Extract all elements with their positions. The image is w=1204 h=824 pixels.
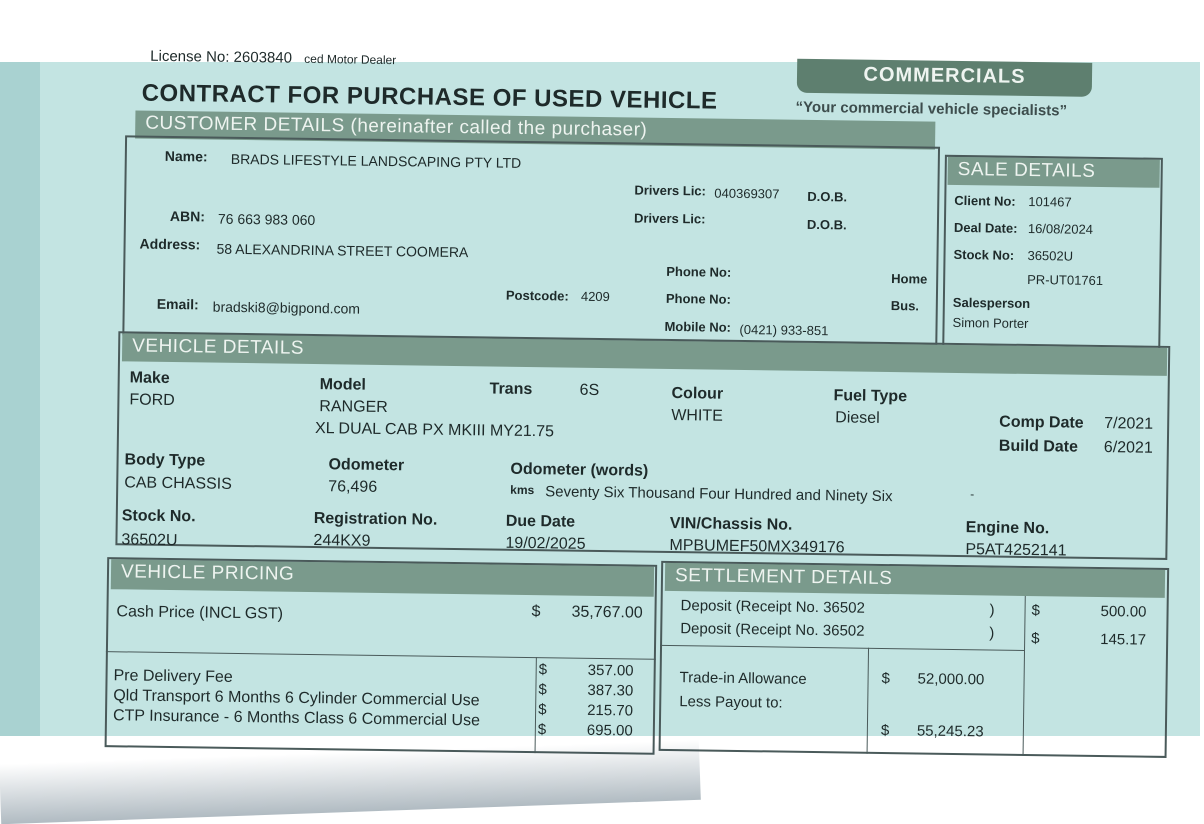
address-label: Address: xyxy=(139,235,201,253)
transport-currency: $ xyxy=(538,681,547,699)
body-type-label: Body Type xyxy=(124,451,206,470)
vin-label: VIN/Chassis No. xyxy=(669,514,793,534)
transport-label: Qld Transport 6 Months 6 Cylinder Commercial Use xyxy=(113,687,480,710)
deposit-2-currency: $ xyxy=(1031,630,1040,648)
phone-label: Phone No: xyxy=(666,263,732,280)
cash-price: 35,767.00 xyxy=(571,603,643,622)
customer-postcode: 4209 xyxy=(580,288,610,305)
kms-label: kms xyxy=(510,482,535,498)
dealer-text: ced Motor Dealer xyxy=(304,51,397,68)
vehicle-fuel: Diesel xyxy=(835,409,880,427)
cash-price-currency: $ xyxy=(531,603,541,621)
home-label: Home xyxy=(891,271,928,287)
deposit-2-amount: 145.17 xyxy=(1100,631,1147,649)
phone-2-label: Phone No: xyxy=(665,290,731,307)
cash-price-label: Cash Price (INCL GST) xyxy=(116,603,284,623)
colour-label: Colour xyxy=(671,385,724,403)
customer-address: 58 ALEXANDRINA STREET COOMERA xyxy=(216,240,469,261)
deal-date: 16/08/2024 xyxy=(1027,220,1094,237)
drivers-lic-value: 040369307 xyxy=(714,185,780,202)
deal-date-label: Deal Date: xyxy=(953,219,1018,236)
registration-label: Registration No. xyxy=(313,510,438,529)
vehicle-model: RANGER xyxy=(319,398,388,417)
deposit-2-label: Deposit (Receipt No. 36502 xyxy=(680,620,865,640)
email-label: Email: xyxy=(156,295,199,313)
customer-section-title: CUSTOMER DETAILS (hereinafter called the purchaser) xyxy=(145,112,648,141)
vehicle-make: FORD xyxy=(129,391,175,410)
dob-2-label: D.O.B. xyxy=(806,216,847,233)
ctp-currency: $ xyxy=(538,701,547,719)
customer-name: BRADS LIFESTYLE LANDSCAPING PTY LTD xyxy=(230,150,522,171)
engine-no: P5AT4252141 xyxy=(965,541,1067,560)
vehicle-model-variant: XL DUAL CAB PX MKIII MY21.75 xyxy=(314,420,555,441)
comp-date-label: Comp Date xyxy=(999,413,1084,432)
bus-label: Bus. xyxy=(890,298,920,314)
client-no: 101467 xyxy=(1028,193,1072,210)
mobile-label: Mobile No: xyxy=(664,318,732,335)
vehicle-registration: 244KX9 xyxy=(313,532,371,550)
vehicle-colour: WHITE xyxy=(671,407,723,425)
due-date: 19/02/2025 xyxy=(505,534,586,553)
sale-section-title: SALE DETAILS xyxy=(957,158,1096,182)
name-label: Name: xyxy=(164,147,208,165)
model-label: Model xyxy=(319,376,366,394)
trade-in-amount: 52,000.00 xyxy=(917,670,985,689)
contract-content xyxy=(0,47,1204,745)
payout-amount: 55,245.23 xyxy=(916,722,984,741)
payout-currency: $ xyxy=(880,721,890,740)
pricing-section-title: VEHICLE PRICING xyxy=(120,561,295,585)
engine-no-label: Engine No. xyxy=(965,519,1050,538)
make-label: Make xyxy=(129,369,170,387)
transport-amount: 387.30 xyxy=(587,681,634,700)
odometer-dash: - xyxy=(970,487,975,502)
stock-no-vehicle-label: Stock No. xyxy=(121,507,196,526)
deposit-2-paren: ) xyxy=(989,624,995,642)
brand-logo xyxy=(797,59,1092,97)
abn-label: ABN: xyxy=(169,207,206,225)
ctp-label: CTP Insurance - 6 Months Class 6 Commercial Use xyxy=(112,707,481,730)
deposit-1-label: Deposit (Receipt No. 36502 xyxy=(680,597,865,617)
deposit-1-amount: 500.00 xyxy=(1100,603,1147,621)
comp-date: 7/2021 xyxy=(1104,415,1154,433)
vehicle-trans: 6S xyxy=(579,381,600,399)
odometer-label: Odometer xyxy=(328,456,405,475)
page-title: CONTRACT FOR PURCHASE OF USED VEHICLE xyxy=(141,79,718,115)
odometer-words-label: Odometer (words) xyxy=(510,460,649,480)
build-date: 6/2021 xyxy=(1103,439,1153,457)
license-label: License No: xyxy=(150,47,230,66)
brand-tagline: “Your commercial vehicle specialists” xyxy=(795,98,1068,120)
drivers-lic-label: Drivers Lic: xyxy=(634,182,707,199)
postcode-label: Postcode: xyxy=(505,287,569,304)
client-no-label: Client No: xyxy=(954,192,1016,209)
brand-name: COMMERCIALS xyxy=(863,63,1026,88)
vehicle-section-title: VEHICLE DETAILS xyxy=(132,335,305,359)
salesperson-name: Simon Porter xyxy=(952,314,1029,331)
settlement-box xyxy=(659,561,1170,758)
payout-label: Less Payout to: xyxy=(679,693,783,712)
license-number: 2603840 xyxy=(233,48,293,67)
trans-label: Trans xyxy=(489,380,533,399)
dob-label: D.O.B. xyxy=(807,188,848,205)
customer-mobile: (0421) 933-851 xyxy=(739,321,829,339)
document-photo xyxy=(0,47,1200,741)
stock-no-label: Stock No: xyxy=(953,246,1015,263)
customer-abn: 76 663 983 060 xyxy=(217,210,316,229)
extra-currency: $ xyxy=(537,721,547,739)
pre-delivery-amount: 357.00 xyxy=(587,661,634,680)
extra-amount: 695.00 xyxy=(586,721,633,740)
vehicle-body: CAB CHASSIS xyxy=(124,474,232,493)
trade-in-currency: $ xyxy=(881,669,891,688)
deposit-1-paren: ) xyxy=(989,601,995,619)
drivers-lic-2-label: Drivers Lic: xyxy=(633,210,706,227)
vehicle-stock-no: 36502U xyxy=(121,531,178,550)
hand-shadow xyxy=(0,740,701,824)
pr-reference: PR-UT01761 xyxy=(1027,271,1104,289)
sale-stock-no: 36502U xyxy=(1027,247,1074,264)
salesperson-label: Salesperson xyxy=(952,294,1031,311)
pre-delivery-label: Pre Delivery Fee xyxy=(113,667,233,686)
fuel-type-label: Fuel Type xyxy=(833,387,908,406)
due-date-label: Due Date xyxy=(505,512,576,531)
trade-in-label: Trade-in Allowance xyxy=(679,669,807,688)
odometer-words: Seventy Six Thousand Four Hundred and Ninety Six xyxy=(545,483,893,506)
vehicle-odometer: 76,496 xyxy=(328,478,378,496)
pre-delivery-currency: $ xyxy=(538,661,548,679)
settlement-section-title: SETTLEMENT DETAILS xyxy=(674,565,893,590)
ctp-amount: 215.70 xyxy=(587,701,634,720)
build-date-label: Build Date xyxy=(998,437,1079,456)
license-line xyxy=(150,48,292,67)
vehicle-vin: MPBUMEF50MX349176 xyxy=(669,536,845,557)
deposit-1-currency: $ xyxy=(1031,602,1041,620)
customer-email: bradski8@bigpond.com xyxy=(212,298,361,317)
